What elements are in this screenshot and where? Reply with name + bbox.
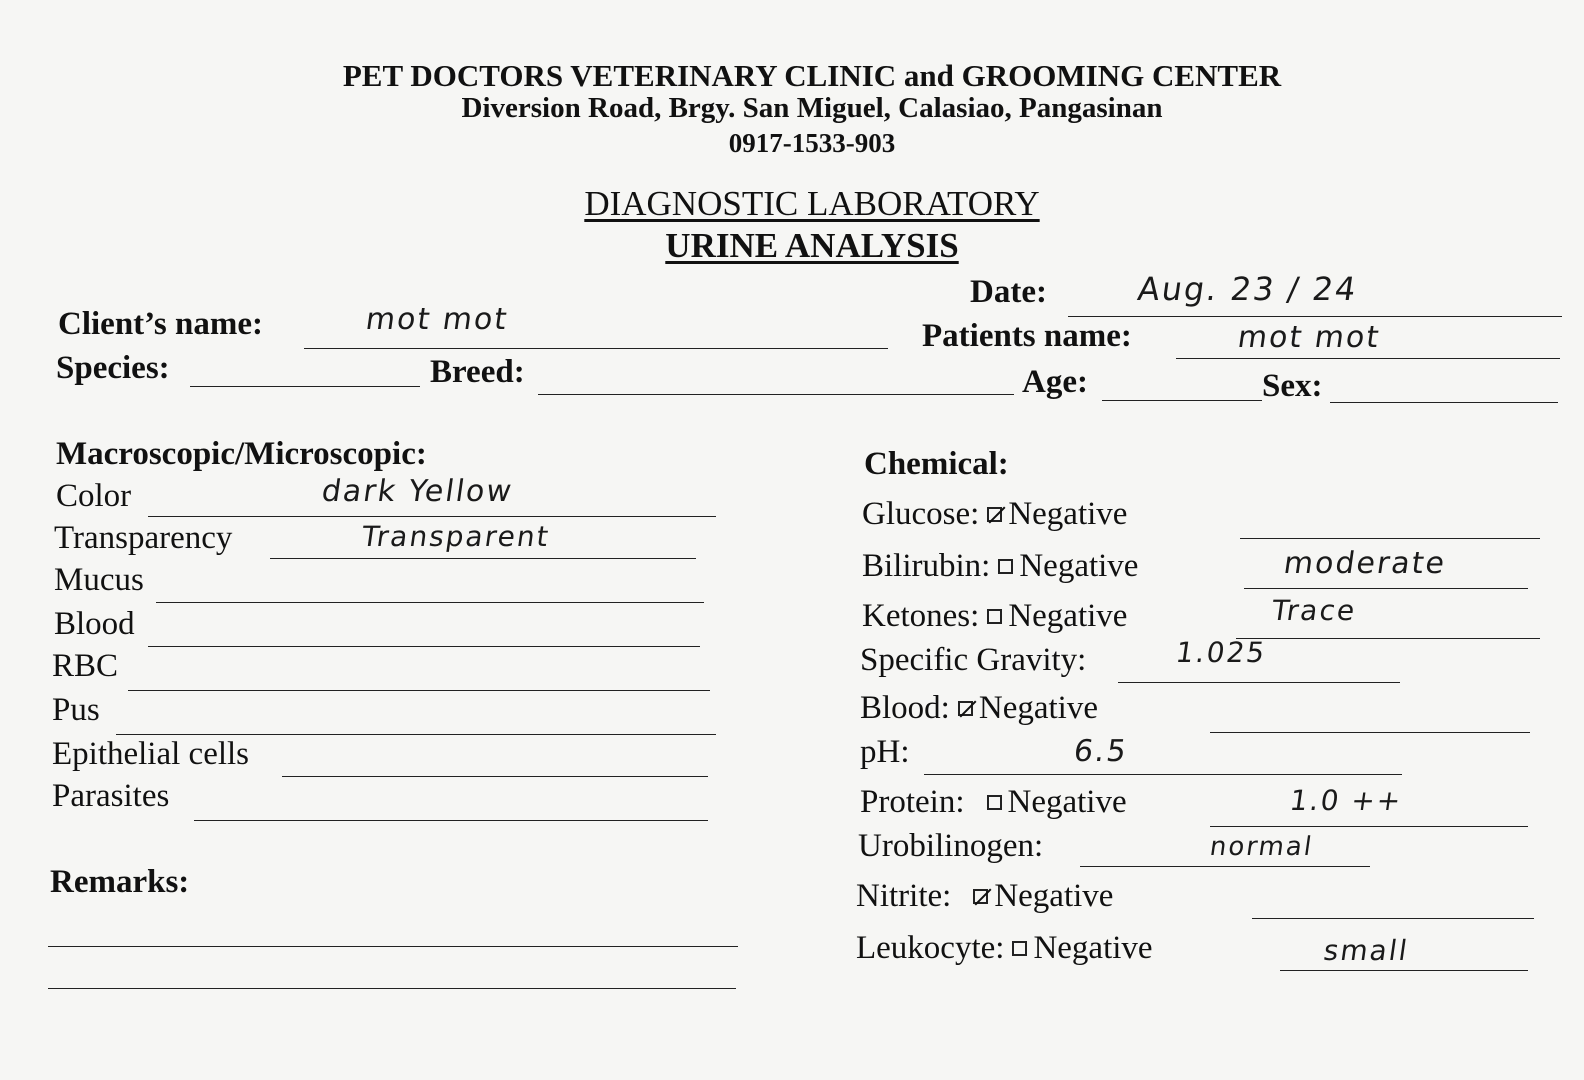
urobilinogen-label: Urobilinogen: bbox=[858, 828, 1044, 864]
ph-label: pH: bbox=[860, 734, 910, 770]
chem-blood-negative: Negative bbox=[978, 690, 1098, 726]
ketones-label: Ketones: bbox=[862, 598, 980, 634]
remarks-line-1[interactable] bbox=[48, 946, 738, 947]
protein-line bbox=[1210, 826, 1528, 827]
date-line bbox=[1068, 316, 1562, 317]
sex-line[interactable] bbox=[1330, 402, 1558, 403]
test-title: URINE ANALYSIS bbox=[665, 226, 959, 265]
protein-label: Protein: bbox=[860, 784, 965, 820]
species-label: Species: bbox=[56, 350, 170, 386]
pus-label: Pus bbox=[52, 692, 100, 728]
chem-blood-row bbox=[860, 690, 1098, 727]
bilirubin-row bbox=[862, 548, 1138, 585]
sg-line bbox=[1118, 682, 1400, 683]
remarks-label: Remarks: bbox=[50, 864, 190, 900]
ph-value[interactable]: 6.5 bbox=[1071, 734, 1131, 769]
chem-blood-label: Blood: bbox=[860, 690, 950, 726]
macro-heading: Macroscopic/Microscopic: bbox=[56, 436, 427, 472]
ketones-checkbox[interactable] bbox=[987, 609, 1002, 624]
nitrite-negative: Negative bbox=[994, 878, 1114, 914]
leukocyte-label: Leukocyte: bbox=[856, 930, 1005, 966]
macro-blood-line[interactable] bbox=[148, 646, 700, 647]
client-name-label: Client’s name: bbox=[58, 306, 263, 342]
remarks-line-2[interactable] bbox=[48, 988, 736, 989]
nitrite-row bbox=[856, 878, 1113, 915]
transparency-value[interactable]: Transparent bbox=[359, 520, 553, 553]
urobilinogen-value[interactable]: normal bbox=[1207, 832, 1316, 862]
section-title: DIAGNOSTIC LABORATORY bbox=[584, 184, 1040, 223]
ketones-line bbox=[1236, 638, 1540, 639]
parasites-line[interactable] bbox=[194, 820, 708, 821]
nitrite-label: Nitrite: bbox=[856, 878, 952, 914]
nitrite-line[interactable] bbox=[1252, 918, 1534, 919]
breed-line[interactable] bbox=[538, 394, 1014, 395]
color-value[interactable]: dark Yellow bbox=[319, 474, 516, 509]
epithelial-line[interactable] bbox=[282, 776, 708, 777]
leukocyte-negative: Negative bbox=[1033, 930, 1153, 966]
leukocyte-row bbox=[856, 930, 1153, 967]
ph-line bbox=[924, 774, 1402, 775]
clinic-name: PET DOCTORS VETERINARY CLINIC and GROOMING CENTER bbox=[342, 58, 1282, 93]
clinic-phone: 0917-1533-903 bbox=[728, 128, 896, 158]
sg-value[interactable]: 1.025 bbox=[1173, 636, 1269, 669]
color-label: Color bbox=[56, 478, 132, 514]
parasites-label: Parasites bbox=[52, 778, 170, 814]
urobilinogen-line bbox=[1080, 866, 1370, 867]
chemical-heading: Chemical: bbox=[864, 446, 1009, 482]
glucose-label: Glucose: bbox=[862, 496, 980, 532]
client-name-line bbox=[304, 348, 888, 349]
patient-name-line bbox=[1176, 358, 1560, 359]
patient-name-label: Patients name: bbox=[922, 318, 1132, 354]
protein-negative: Negative bbox=[1007, 784, 1127, 820]
chem-blood-checkbox[interactable] bbox=[958, 701, 973, 716]
leukocyte-line bbox=[1280, 970, 1528, 971]
macro-blood-label: Blood bbox=[54, 606, 135, 642]
patient-name-value[interactable]: mot mot bbox=[1235, 320, 1383, 355]
transparency-label: Transparency bbox=[54, 520, 233, 556]
date-value[interactable]: Aug. 23 / 24 bbox=[1135, 270, 1361, 308]
sg-label: Specific Gravity: bbox=[860, 642, 1087, 678]
color-line bbox=[148, 516, 716, 517]
species-line[interactable] bbox=[190, 386, 420, 387]
epithelial-label: Epithelial cells bbox=[52, 736, 250, 772]
rbc-label: RBC bbox=[52, 648, 119, 684]
mucus-line[interactable] bbox=[156, 602, 704, 603]
protein-row bbox=[860, 784, 1127, 821]
leukocyte-value[interactable]: small bbox=[1321, 934, 1411, 967]
rbc-line[interactable] bbox=[128, 690, 710, 691]
glucose-row bbox=[862, 496, 1127, 533]
age-label: Age: bbox=[1022, 364, 1088, 400]
mucus-label: Mucus bbox=[54, 562, 144, 598]
breed-label: Breed: bbox=[430, 354, 525, 390]
transparency-line bbox=[270, 558, 696, 559]
glucose-negative: Negative bbox=[1008, 496, 1128, 532]
bilirubin-negative: Negative bbox=[1019, 548, 1139, 584]
pus-line[interactable] bbox=[116, 734, 716, 735]
clinic-address: Diversion Road, Brgy. San Miguel, Calasiao, Pangasinan bbox=[461, 92, 1163, 124]
glucose-line[interactable] bbox=[1240, 538, 1540, 539]
ketones-value[interactable]: Trace bbox=[1269, 594, 1359, 627]
ketones-negative: Negative bbox=[1008, 598, 1128, 634]
bilirubin-value[interactable]: moderate bbox=[1281, 546, 1449, 581]
chem-blood-line[interactable] bbox=[1210, 732, 1530, 733]
sex-label: Sex: bbox=[1262, 368, 1323, 404]
ketones-row bbox=[862, 598, 1127, 635]
nitrite-checkbox[interactable] bbox=[973, 889, 988, 904]
bilirubin-label: Bilirubin: bbox=[862, 548, 991, 584]
protein-checkbox[interactable] bbox=[987, 795, 1002, 810]
bilirubin-checkbox[interactable] bbox=[998, 559, 1013, 574]
glucose-checkbox[interactable] bbox=[987, 507, 1002, 522]
bilirubin-line bbox=[1244, 588, 1528, 589]
date-label: Date: bbox=[970, 274, 1047, 310]
age-line[interactable] bbox=[1102, 400, 1262, 401]
leukocyte-checkbox[interactable] bbox=[1012, 941, 1027, 956]
client-name-value[interactable]: mot mot bbox=[363, 302, 511, 337]
protein-value[interactable]: 1.0 ++ bbox=[1287, 784, 1405, 817]
